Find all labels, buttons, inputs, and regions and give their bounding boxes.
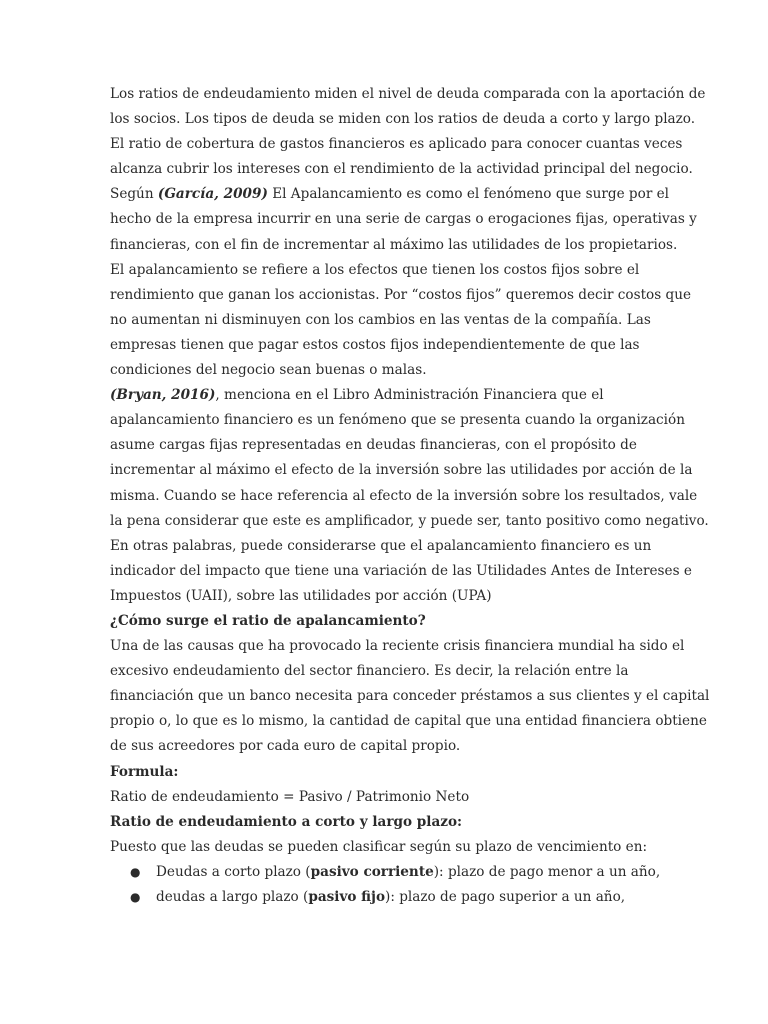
- paragraph-line: propio o, lo que es lo mismo, la cantidad de capital que una entidad financiera obtiene: [110, 713, 707, 730]
- paragraph-line: Una de las causas que ha provocado la reciente crisis financiera mundial ha sido el: [110, 638, 685, 655]
- paragraph-line: los socios. Los tipos de deuda se miden con los ratios de deuda a corto y largo plazo.: [110, 111, 696, 128]
- bullet-icon: ●: [130, 864, 141, 879]
- paragraph-line: no aumentan ni disminuyen con los cambios en las ventas de la compañía. Las: [110, 311, 651, 328]
- ratio-intro: Puesto que las deudas se pueden clasificar según su plazo de vencimiento en:: [110, 838, 648, 855]
- paragraph-line: la pena considerar que este es amplificador, y puede ser, tanto positivo como negativo.: [110, 512, 709, 529]
- paragraph-line: asume cargas fijas representadas en deudas financieras, con el propósito de: [110, 437, 637, 454]
- paragraph-line: El ratio de cobertura de gastos financieros es aplicado para conocer cuantas veces: [110, 136, 683, 153]
- bold-term: pasivo fijo: [308, 889, 386, 905]
- paragraph-line: de sus acreedores por cada euro de capital propio.: [110, 738, 461, 755]
- paragraph-line: alcanza cubrir los intereses con el rendimiento de la actividad principal del negocio.: [110, 161, 693, 178]
- text-prefix: Deudas a corto plazo (: [156, 863, 311, 880]
- paragraph-line: Los ratios de endeudamiento miden el nivel de deuda comparada con la aportación de: [110, 86, 706, 102]
- garcia-first-line: [110, 182, 670, 207]
- text-suffix: ): plazo de pago superior a un año,: [385, 889, 626, 905]
- heading-como-surge: ¿Cómo surge el ratio de apalancamiento?: [110, 612, 426, 629]
- text-prefix: Según: [110, 186, 158, 203]
- heading-formula: Formula:: [110, 763, 179, 780]
- document-page: [110, 82, 710, 910]
- heading-ratio-corto-largo: Ratio de endeudamiento a corto y largo plazo:: [110, 813, 463, 830]
- text-prefix: deudas a largo plazo (: [156, 889, 309, 905]
- paragraph-line: Impuestos (UAII), sobre las utilidades por acción (UPA): [110, 587, 492, 604]
- text-suffix: El Apalancamiento es como el fenómeno que surge por el: [267, 186, 670, 203]
- bullet-icon: ●: [130, 890, 141, 904]
- paragraph-line: empresas tienen que pagar estos costos fijos independientemente de que las: [110, 336, 640, 353]
- paragraph-line: rendimiento que ganan los accionistas. Por “costos fijos” queremos decir costos que: [110, 286, 692, 303]
- bold-term: pasivo corriente: [310, 863, 434, 880]
- paragraph-line: excesivo endeudamiento del sector financiero. Es decir, la relación entre la: [110, 663, 629, 680]
- paragraph-line: En otras palabras, puede considerarse que el apalancamiento financiero es un: [110, 537, 652, 554]
- text-suffix: , menciona en el Libro Administración Financiera que el: [215, 387, 604, 404]
- text-suffix: ): plazo de pago menor a un año,: [433, 863, 661, 880]
- list-item: [110, 860, 660, 885]
- paragraph-line: apalancamiento financiero es un fenómeno que se presenta cuando la organización: [110, 412, 685, 429]
- paragraph-line: hecho de la empresa incurrir en una serie de cargas o erogaciones fijas, operativas y: [110, 211, 697, 228]
- list-item: [110, 885, 660, 910]
- paragraph-line: financiación que un banco necesita para conceder préstamos a sus clientes y el capital: [110, 688, 710, 705]
- paragraph-line: El apalancamiento se refiere a los efectos que tienen los costos fijos sobre el: [110, 261, 640, 278]
- paragraph-line: misma. Cuando se hace referencia al efecto de la inversión sobre los resultados, vale: [110, 487, 698, 504]
- paragraph-line: condiciones del negocio sean buenas o malas.: [110, 362, 427, 379]
- paragraph-line: financieras, con el fin de incrementar al máximo las utilidades de los propietarios.: [110, 236, 678, 253]
- formula-text: Ratio de endeudamiento = Pasivo / Patrimonio Neto: [110, 788, 470, 805]
- paragraph-line: incrementar al máximo el efecto de la inversión sobre las utilidades por acción de la: [110, 462, 693, 479]
- citation-garcia: (García, 2009): [157, 186, 268, 203]
- bryan-first-line: [110, 383, 660, 408]
- citation-bryan: (Bryan, 2016): [110, 387, 216, 404]
- paragraph-line: indicador del impacto que tiene una variación de las Utilidades Antes de Intereses e: [110, 562, 692, 579]
